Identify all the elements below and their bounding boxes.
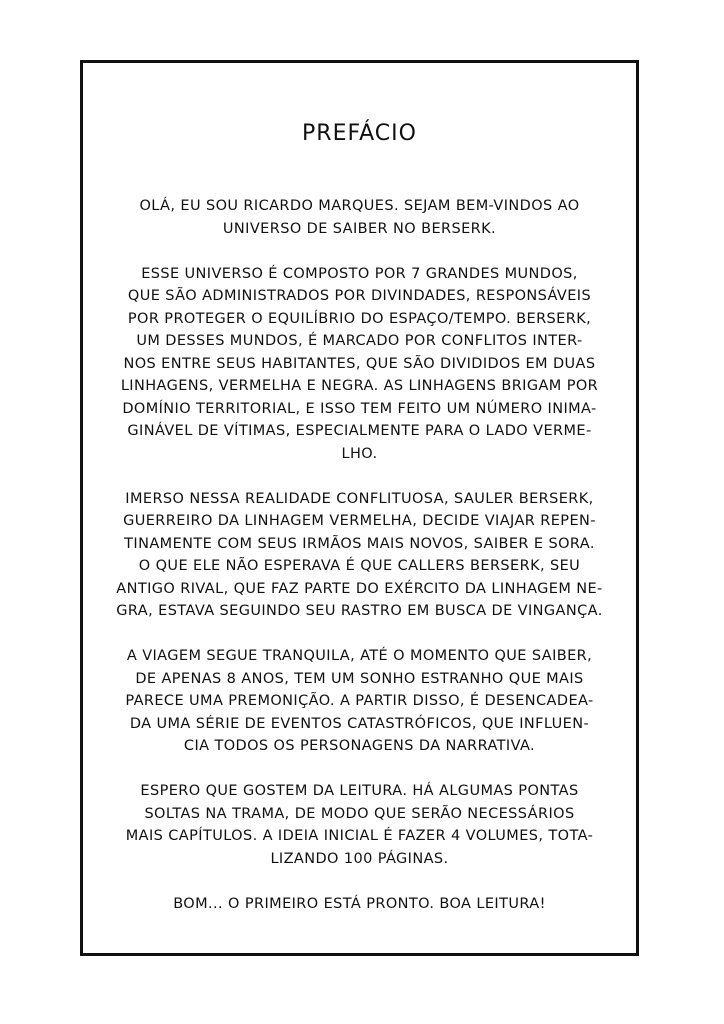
paragraph <box>93 488 626 623</box>
text-line: GUERREIRO DA LINHAGEM VERMELHA, DECIDE VIAJAR REPEN- <box>123 513 596 529</box>
preface-panel <box>80 60 639 956</box>
text-line: LINHAGENS, VERMELHA E NEGRA. AS LINHAGENS BRIGAM POR <box>120 378 599 394</box>
paragraph <box>93 780 626 870</box>
text-line: SOLTAS NA TRAMA, DE MODO QUE SERÃO NECESSÁRIOS <box>144 805 575 822</box>
text-line: UNIVERSO DE SAIBER NO BERSERK. <box>222 220 497 237</box>
text-line: ANTIGO RIVAL, QUE FAZ PARTE DO EXÉRCITO DA LINHAGEM NE- <box>116 580 603 597</box>
text-line: OLÁ, EU SOU RICARDO MARQUES. SEJAM BEM-VINDOS AO <box>139 198 580 214</box>
text-line: A VIAGEM SEGUE TRANQUILA, ATÉ O MOMENTO QUE SAIBER, <box>126 648 593 664</box>
preface-body <box>93 195 626 938</box>
text-line: PARECE UMA PREMONIÇÃO. A PARTIR DISSO, É DESENCADEA- <box>125 693 594 709</box>
text-line: UM DESSES MUNDOS, É MARCADO POR CONFLITOS INTER- <box>136 333 583 349</box>
text-line: GINÁVEL DE VÍTIMAS, ESPECIALMENTE PARA O LADO VERME- <box>127 423 592 439</box>
text-line: NOS ENTRE SEUS HABITANTES, QUE SÃO DIVIDIDOS EM DUAS <box>123 355 596 372</box>
text-line: BOM... O PRIMEIRO ESTÁ PRONTO. BOA LEITURA! <box>173 895 546 912</box>
paragraph <box>93 645 626 758</box>
text-line: LIZANDO 100 PÁGINAS. <box>270 850 449 867</box>
paragraph <box>93 893 626 916</box>
text-line: DOMÍNIO TERRITORIAL, E ISSO TEM FEITO UM NÚMERO INIMA- <box>122 400 597 417</box>
text-line: DE APENAS 8 ANOS, TEM UM SONHO ESTRANHO QUE MAIS <box>135 670 584 687</box>
text-line: TINAMENTE COM SEUS IRMÃOS MAIS NOVOS, SAIBER E SORA. <box>124 535 595 552</box>
text-line: DA UMA SÉRIE DE EVENTOS CATASTRÓFICOS, QUE INFLUEN- <box>129 715 590 732</box>
text-line: ESPERO QUE GOSTEM DA LEITURA. HÁ ALGUMAS PONTAS <box>140 783 579 799</box>
text-line: O QUE ELE NÃO ESPERAVA É QUE CALLERS BERSERK, SEU <box>138 558 581 574</box>
text-line: POR PROTEGER O EQUILÍBRIO DO ESPAÇO/TEMPO. BERSERK, <box>127 310 592 327</box>
text-line: GRA, ESTAVA SEGUINDO SEU RASTRO EM BUSCA DE VINGANÇA. <box>116 603 603 619</box>
text-line: QUE SÃO ADMINISTRADOS POR DIVINDADES, RESPONSÁVEIS <box>127 288 592 304</box>
text-line: CIA TODOS OS PERSONAGENS DA NARRATIVA. <box>183 738 536 754</box>
paragraph <box>93 195 626 240</box>
text-line: IMERSO NESSA REALIDADE CONFLITUOSA, SAULER BERSERK, <box>125 490 594 507</box>
page-title: PREFÁCIO <box>302 121 417 146</box>
text-line: ESSE UNIVERSO É COMPOSTO POR 7 GRANDES MUNDOS, <box>141 265 578 282</box>
text-line: MAIS CAPÍTULOS. A IDEIA INICIAL É FAZER 4 VOLUMES, TOTA- <box>125 828 594 844</box>
text-line: LHO. <box>341 445 378 462</box>
paragraph <box>93 263 626 466</box>
